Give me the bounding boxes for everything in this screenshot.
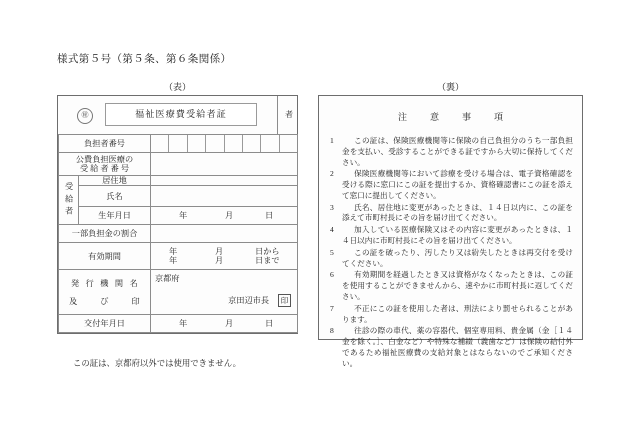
- official-seal-icon: 印: [278, 294, 291, 307]
- notice-item: [328, 225, 573, 247]
- back-notice-panel: [318, 95, 583, 368]
- notice-item-number: 7: [330, 303, 334, 313]
- certificate-fields-table: [58, 134, 298, 333]
- number-cell[interactable]: [261, 135, 279, 152]
- public-expense-label-line1: 公費負担医療の: [75, 154, 134, 164]
- number-cell[interactable]: [280, 135, 297, 152]
- table-row: [59, 207, 298, 225]
- month-unit: 月: [215, 247, 224, 256]
- issuer-label: [59, 270, 151, 315]
- notice-item-text: 加入している医療保険又はその内容に変更があったときは、１４日以内に市町村長にその旨を届け出てください。: [342, 225, 573, 246]
- notice-item-number: 8: [330, 326, 334, 336]
- notice-item-text: 有効期間を経過したとき又は資格がなくなったときは、この証を使用することができませんから、速やかに市町村長に返してください。: [342, 270, 573, 301]
- name-label: 氏名: [79, 186, 151, 207]
- payer-number-label: 負担者番号: [59, 135, 151, 153]
- period-from-suffix: 日から: [255, 247, 280, 256]
- notice-item-number: 6: [330, 270, 334, 280]
- number-cell[interactable]: [206, 135, 224, 152]
- sha-column-label: 者: [285, 110, 293, 119]
- secret-seal-icon: ㊙: [77, 108, 93, 124]
- issuer-prefecture: 京都府: [155, 274, 180, 284]
- front-footer-note: この証は、京都府以外では使用できません。: [73, 359, 242, 368]
- notice-item: [328, 326, 573, 369]
- year-unit: 年: [179, 319, 188, 329]
- public-expense-label-line2: 受 給 者 番 号: [79, 164, 130, 173]
- year-unit: 年: [169, 247, 178, 256]
- valid-period-label: 有効期間: [59, 243, 151, 270]
- name-value-field[interactable]: [151, 186, 298, 207]
- birthdate-value-field[interactable]: [151, 207, 298, 225]
- valid-period-from-line: [151, 247, 291, 256]
- issue-date-label: 交付年月日: [59, 315, 151, 333]
- valid-period-to-line: [151, 256, 291, 265]
- copay-ratio-label: 一部負担金の割合: [59, 225, 151, 243]
- issuer-label-line1: 発 行 機 関 名: [71, 278, 140, 288]
- notice-item: [328, 169, 573, 201]
- residence-label: 居住地: [79, 176, 151, 186]
- issuer-label-line2: 及 び 印: [69, 296, 142, 306]
- valid-period-lines: [151, 245, 297, 268]
- certificate-title-row: [58, 96, 297, 134]
- notice-item-number: 3: [330, 202, 334, 212]
- form-number-heading: 様式第５号（第５条、第６条関係）: [57, 54, 232, 65]
- month-unit: 月: [225, 211, 234, 221]
- notice-item-text: この証は、保険医療機関等に保険の自己負担分のうち一部負担金を支払い、受診することができる証ですから大切に保持してください。: [342, 136, 573, 167]
- notice-item-list: [319, 136, 582, 369]
- year-unit: 年: [169, 256, 178, 266]
- number-cell[interactable]: [243, 135, 261, 152]
- notice-item-number: 1: [330, 136, 334, 145]
- month-unit: 月: [215, 256, 224, 266]
- public-expense-number-label: [59, 153, 151, 176]
- notice-item-text: この証を破ったり、汚したり又は紛失したときは再交付を受けてください。: [342, 247, 573, 268]
- notice-item: [328, 136, 573, 168]
- issue-date-value-field[interactable]: [151, 315, 298, 333]
- issuer-value-field[interactable]: [151, 270, 298, 315]
- valid-period-value-field[interactable]: [151, 243, 298, 270]
- issue-date-line: [151, 319, 297, 328]
- table-row: [59, 176, 298, 186]
- issuer-content: [151, 270, 297, 314]
- day-unit: 日: [265, 319, 274, 329]
- number-cell-grid: [151, 135, 297, 152]
- notice-item-text: 保険医療機関等において診療を受ける場合は、電子資格確認を受ける際に窓口にこの証を提出するか、資格確認書にこの証を添えて窓口に提出してください。: [342, 169, 573, 200]
- table-row: [59, 315, 298, 333]
- issuer-mayor-name: 京田辺市長: [228, 296, 270, 305]
- notice-heading: 注 意 事 項: [397, 112, 510, 122]
- month-unit: 月: [225, 319, 234, 329]
- public-expense-number-grid[interactable]: [151, 153, 298, 176]
- notice-item-number: 2: [330, 169, 334, 179]
- table-row: [59, 153, 298, 176]
- notice-item-text: 氏名、居住地に変更があったときは、１４日以内に、この証を添えて市町村長にその旨を届け出てください。: [342, 202, 573, 223]
- table-row: [59, 186, 298, 207]
- birthdate-date-line: [151, 211, 297, 220]
- title-column-divider: [277, 96, 278, 134]
- payer-number-grid[interactable]: [151, 135, 298, 153]
- number-cell[interactable]: [225, 135, 243, 152]
- front-side-caption: （表）: [163, 82, 191, 92]
- year-unit: 年: [179, 211, 188, 221]
- notice-item: [328, 203, 573, 225]
- table-row: [59, 243, 298, 270]
- recipient-vertical-label-cell: [59, 176, 79, 225]
- front-certificate-panel: [57, 95, 298, 334]
- notice-item-text: 不正にこの証を使用した者は、刑法により罰せられることがあります。: [342, 303, 573, 324]
- back-side-caption: （裏）: [436, 82, 464, 92]
- number-cell[interactable]: [188, 135, 206, 152]
- notice-item-number: 5: [330, 247, 334, 257]
- recipient-vertical-label: 受給者: [64, 181, 74, 219]
- number-cell[interactable]: [169, 135, 187, 152]
- day-unit: 日: [265, 211, 274, 221]
- copay-ratio-value-field[interactable]: [151, 225, 298, 243]
- notice-item: [328, 304, 573, 326]
- notice-item-number: 4: [330, 225, 334, 235]
- table-row: [59, 135, 298, 153]
- birthdate-label: 生年月日: [79, 207, 151, 225]
- notice-item: [328, 248, 573, 270]
- notice-item: [328, 270, 573, 302]
- certificate-title-box: 福祉医療費受給者証: [105, 103, 257, 126]
- period-to-suffix: 日まで: [255, 256, 280, 266]
- table-row: [59, 225, 298, 243]
- number-cell[interactable]: [151, 135, 169, 152]
- notice-item-text: 往診の際の車代、薬の容器代、個室専用料、貴金属（金［１４金を除く。］、白金など）や特殊な補綴（義歯など）は保険の給付外であるため福祉医療費の支給対象とはならないのでご承知ください。: [342, 326, 573, 368]
- table-row: [59, 270, 298, 315]
- residence-value-field[interactable]: [151, 176, 298, 186]
